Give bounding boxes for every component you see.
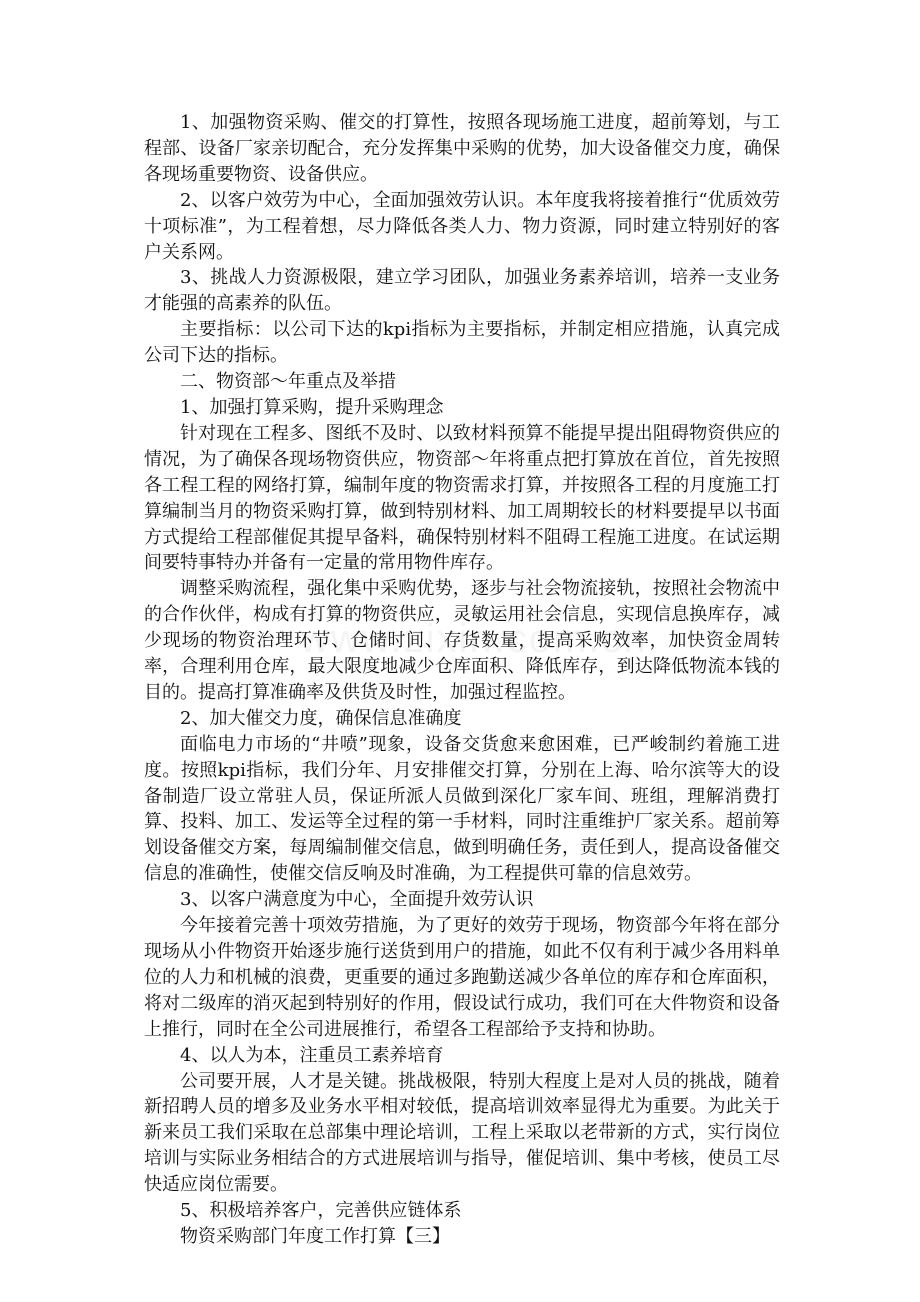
- paragraph-expediting: 面临电力市场的“井喷”现象，设备交货愈来愈困难，已严峻制约着施工进度。按照kpi指标，我们分年、月安排催交打算，分别在上海、哈尔滨等大的设备制造厂设立常驻人员，保证所派人员做到深化厂家车间、班组，理解消费打算、投料、加工、发运等全过程的第一手材料，同时注重维护厂家关系。超前筹划设备催交方案，每周编制催交信息，做到明确任务，责任到人，提高设备催交信息的准确性，使催交信反响及时准确，为工程提供可靠的信息效劳。: [144, 733, 780, 885]
- paragraph-adjust-process: 调整采购流程，强化集中采购优势，逐步与社会物流接轨，按照社会物流中的合作伙伴，构成有打算的物资供应，灵敏运用社会信息，实现信息换库存，减少现场的物资治理环节、仓储时间、存货数量，提高采购效率，加快资金周转率，合理利用仓库，最大限度地减少仓库面积、降低库存，到达降低物流本钱的目的。提高打算准确率及供货及时性，加强过程监控。: [144, 578, 780, 703]
- subheading-1: 1、加强打算采购，提升采购理念: [180, 396, 444, 418]
- document-page: [144, 110, 780, 1250]
- paragraph-goal-2: 2、以客户效劳为中心，全面加强效劳认识。本年度我将接着推行“优质效劳十项标准”，为工程着想，尽力降低各类人力、物力资源，同时建立特别好的客户关系网。: [144, 189, 780, 263]
- paragraph-plan-procurement: 针对现在工程多、图纸不及时、以致材料预算不能提早提出阻碍物资供应的情况，为了确保各现场物资供应，物资部～年将重点把打算放在首位，首先按照各工程工程的网络打算，编制年度的物资需求打算，并按照各工程的月度施工打算编制当月的物资采购打算，做到特别材料、加工周期较长的材料要提早以书面方式提给工程部催促其提早备料，确保特别材料不阻碍工程施工进度。在试运期间要特事特办并备有一定量的常用物件库存。: [144, 422, 780, 574]
- paragraph-goal-1: 1、加强物资采购、催交的打算性，按照各现场施工进度，超前筹划，与工程部、设备厂家亲切配合，充分发挥集中采购的优势，加大设备催交力度，确保各现场重要物资、设备供应。: [144, 112, 780, 185]
- paragraph-service-measures: 今年接着完善十项效劳措施，为了更好的效劳于现场，物资部今年将在部分现场从小件物资开始逐步施行送货到用户的措施，如此不仅有利于减少各用料单位的人力和机械的浪费，更重要的通过多跑勤送减少各单位的库存和仓库面积，将对二级库的消灭起到特别好的作用，假设试行成功，我们可在大件物资和设备上推行，同时在全公司进展推行，希望各工程部给予支持和协助。: [144, 915, 780, 1040]
- subheading-2: 2、加大催交力度，确保信息准确度: [180, 707, 462, 729]
- paragraph-main-indicators: 主要指标：以公司下达的kpi指标为主要指标，并制定相应措施，认真完成公司下达的指标。: [144, 319, 780, 367]
- subheading-4: 4、以人为本，注重员工素养培育: [180, 1044, 444, 1066]
- paragraph-goal-3: 3、挑战人力资源极限，建立学习团队，加强业务素养培训，培养一支业务才能强的高素养的队伍。: [144, 267, 780, 315]
- section-heading-2: 二、物资部～年重点及举措: [180, 371, 396, 393]
- subheading-3: 3、以客户满意度为中心，全面提升效劳认识: [180, 889, 534, 911]
- paragraph-training: 公司要开展，人才是关键。挑战极限，特别大程度上是对人员的挑战，随着新招聘人员的增多及业务水平相对较低，提高培训效率显得尤为重要。为此关于新来员工我们采取在总部集中理论培训，工程上采取以老带新的方式，实行岗位培训与实际业务相结合的方式进展培训与指导，催促培训、集中考核，使员工尽快适应岗位需要。: [144, 1070, 780, 1196]
- subheading-5: 5、积极培养客户，完善供应链体系: [180, 1200, 462, 1222]
- document-title-part-3: 物资采购部门年度工作打算【三】: [180, 1225, 450, 1247]
